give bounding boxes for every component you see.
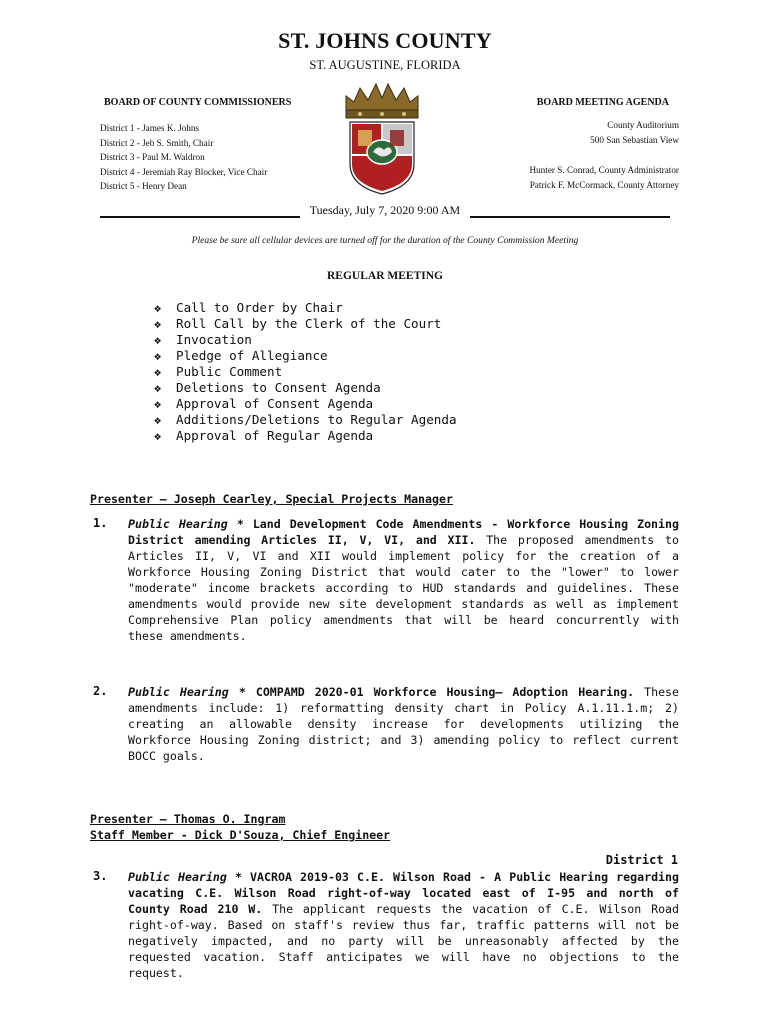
item-number: 1. <box>93 516 108 530</box>
board-agenda-heading: BOARD MEETING AGENDA <box>536 97 669 108</box>
attorney-line: Patrick F. McCormack, County Attorney <box>529 179 679 190</box>
item-number: 2. <box>93 684 108 698</box>
list-item: ❖ Pledge of Allegiance <box>154 348 328 363</box>
district-line: District 1 - James K. Johns <box>100 123 200 133</box>
venue-address: 500 San Sebastian View <box>590 134 679 145</box>
regular-meeting-list <box>154 300 457 444</box>
administrators-block <box>529 163 679 192</box>
diamond-bullet-icon: ❖ <box>154 365 162 379</box>
district-line: District 2 - Jeb S. Smith, Chair <box>100 137 214 148</box>
item-title: * VACROA 2019-03 C.E. Wilson Road - A Public Hearing regarding vacating C.E. Wilson Road right-of-way located east of I-95 and north of County Road 210 W. <box>128 870 679 916</box>
agenda-item-2 <box>128 684 679 764</box>
item-description: The applicant requests the vacation of C.E. Wilson Road right-of-way. Based on staff's review thus far, traffic patterns will not be negatively impacted, and no party will be unreasonably affected by the requested vacation. Staff anticipates we will have no objections to the request. <box>128 902 680 980</box>
list-item: ❖ Call to Order by Chair <box>154 300 343 315</box>
list-item: ❖ Approval of Consent Agenda <box>154 396 374 411</box>
list-item: ❖ Roll Call by the Clerk of the Court <box>154 316 442 331</box>
district-line: District 4 - Jeremiah Ray Blocker, Vice Chair <box>100 166 268 177</box>
presenter-heading: Presenter – Joseph Cearley, Special Projects Manager <box>90 492 453 506</box>
district-line: District 5 - Henry Dean <box>100 181 187 191</box>
item-label: Public Hearing <box>128 685 229 699</box>
diamond-bullet-icon: ❖ <box>154 429 162 443</box>
agenda-item-1 <box>128 516 679 644</box>
meeting-date: Tuesday, July 7, 2020 9:00 AM <box>309 203 461 217</box>
diamond-bullet-icon: ❖ <box>154 413 162 427</box>
diamond-bullet-icon: ❖ <box>154 301 162 315</box>
item-description: The proposed amendments to Articles II, V, VI and XII would implement policy for the creation of a Workforce Housing Zoning District that would cater to the "lower" to lower "moderate" income brackets according to HUD standards and guidelines. These amendments would provide new site development standards as well as implement Comprehensive Plan policy amendments that will be heard concurrently with these amendments. <box>128 533 679 643</box>
diamond-bullet-icon: ❖ <box>154 397 162 411</box>
county-title: ST. JOHNS COUNTY <box>278 28 492 53</box>
item-label: Public Hearing <box>128 870 227 884</box>
regular-meeting-heading: REGULAR MEETING <box>327 270 443 282</box>
list-item: ❖ Deletions to Consent Agenda <box>154 380 381 395</box>
cellular-notice: Please be sure all cellular devices are turned off for the duration of the County Commission Meeting <box>191 235 579 246</box>
district-tag: District 1 <box>605 853 678 867</box>
list-item: ❖ Public Comment <box>154 364 283 379</box>
district-list <box>100 121 267 194</box>
item-title: * COMPAMD 2020-01 Workforce Housing– Adoption Hearing. <box>238 685 635 699</box>
diamond-bullet-icon: ❖ <box>154 333 162 347</box>
presenter-heading: Presenter – Thomas O. Ingram <box>90 812 286 826</box>
agenda-item-3 <box>128 869 679 981</box>
item-label: Public Hearing <box>128 517 228 531</box>
list-item: ❖ Approval of Regular Agenda <box>154 428 374 443</box>
administrator-line: Hunter S. Conrad, County Administrator <box>529 165 679 175</box>
county-seal-icon <box>340 82 424 196</box>
item-description: These amendments include: 1) reformatting density chart in Policy A.1.11.1.m; 2) creating an allowable density increase for developments utilizing the Workforce Housing Zoning district; and 3) amending policy to reflect current BOCC goals. <box>128 685 680 763</box>
city-subtitle: ST. AUGUSTINE, FLORIDA <box>309 58 461 72</box>
venue-block <box>590 118 679 147</box>
list-item: ❖ Invocation <box>154 332 252 347</box>
diamond-bullet-icon: ❖ <box>154 381 162 395</box>
diamond-bullet-icon: ❖ <box>154 317 162 331</box>
diamond-bullet-icon: ❖ <box>154 349 162 363</box>
venue-name: County Auditorium <box>607 120 679 130</box>
list-item: ❖ Additions/Deletions to Regular Agenda <box>154 412 457 427</box>
board-commissioners-heading: BOARD OF COUNTY COMMISSIONERS <box>104 97 292 108</box>
item-number: 3. <box>93 869 108 883</box>
district-line: District 3 - Paul M. Waldron <box>100 152 205 162</box>
item-title: * Land Development Code Amendments - Workforce Housing Zoning District amending Articles II, V, VI, and XII. <box>128 517 679 547</box>
staff-member-heading: Staff Member - Dick D'Souza, Chief Engineer <box>90 828 391 842</box>
